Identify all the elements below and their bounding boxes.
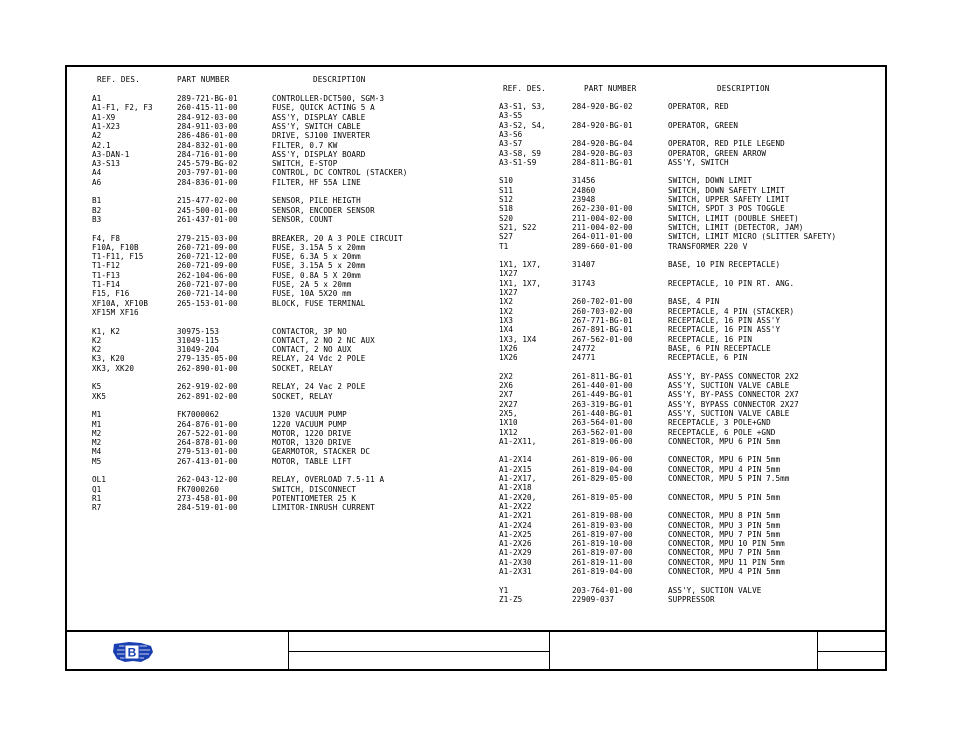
part-number: 263-319-BG-01 [572,399,633,409]
ref-des: K3, K20 [92,354,125,364]
ref-des: A1-F1, F2, F3 [92,103,153,113]
part-number: 261-819-05-00 [572,492,633,502]
ref-des: 1X10 [499,418,518,428]
description: CONNECTOR, MPU 6 PIN 5mm [668,436,781,446]
description: 1320 VACUUM PUMP [272,410,347,420]
description: CONNECTOR, MPU 7 PIN 5mm [668,548,781,558]
part-number: 260-702-01-00 [572,297,633,307]
ref-des: K2 [92,335,102,345]
ref-des: 2X5, [499,408,518,418]
part-number: 264-876-01-00 [177,419,238,429]
part-number: FK7000062 [177,410,220,420]
description: OPERATOR, GREEN [668,120,739,130]
description: RECEPTACLE, 4 PIN (STACKER) [668,306,795,316]
description: SUPPRESSOR [668,594,715,604]
left-header-ref: REF. DES. [97,75,140,84]
description: FUSE, 3.15A 5 x 20mm [272,242,366,252]
part-number: 24860 [572,185,596,195]
part-number: 261-811-BG-01 [572,371,633,381]
ref-des: A3-S1-S9 [499,157,537,167]
part-number: 215-477-02-00 [177,196,238,206]
ref-des: S10 [499,176,514,186]
ref-des: A3-S1, S3, [499,102,546,111]
part-number: 273-458-01-00 [177,493,238,503]
drawing-sheet [65,65,887,671]
ref-des: T1 [499,241,509,251]
part-number: 261-819-07-00 [572,548,633,558]
description: ASS'Y, SUCTION VALVE [668,585,762,595]
ref-des: S11 [499,185,514,195]
description: RELAY, OVERLOAD 7.5-11 A [272,475,385,485]
ref-des: F15, F16 [92,289,130,299]
part-number: 261-819-06-00 [572,455,633,465]
description: CONTACTOR, 3P NO [272,326,347,336]
ref-des: A3-S2, S4, [499,120,546,130]
part-number: 284-716-01-00 [177,149,238,159]
description: CONTROLLER-DCT500, SGM-3 [272,94,385,103]
ref-des: A1-2X14 [499,455,532,465]
ref-des: 2X2 [499,371,514,381]
left-header-desc: DESCRIPTION [313,75,366,84]
ref-des: A3-S6 [499,129,523,139]
ref-des: A6 [92,177,102,187]
part-number: 260-721-09-00 [177,242,238,252]
ref-des: A1-2X21 [499,511,532,521]
description: CONNECTOR, MPU 5 PIN 7.5mm [668,474,790,483]
part-number: 31049-204 [177,345,220,355]
part-number: 261-819-04-00 [572,567,633,576]
part-number: 267-522-01-00 [177,428,238,438]
ref-des: R1 [92,493,102,503]
description: CONNECTOR, MPU 6 PIN 5mm [668,455,781,465]
ref-des: A1-2X25 [499,529,532,539]
parts-list-area [67,67,885,630]
ref-des: Z1-Z5 [499,594,523,604]
description: RECEPTACLE, 16 PIN [668,334,753,344]
description: SWITCH, LIMIT (DOUBLE SHEET) [668,213,799,223]
part-number: 260-415-11-00 [177,103,238,113]
ref-des: T1-F13 [92,270,121,280]
ref-des: A1-2X15 [499,464,532,474]
description: DRIVE, SJ100 INVERTER [272,131,371,141]
ref-des: A3-S7 [499,139,523,149]
ref-des: A1-X23 [92,121,121,131]
part-number: 203-797-01-00 [177,168,238,178]
ref-des: A4 [92,168,102,178]
right-header-part: PART NUMBER [584,84,637,93]
part-number: 267-413-01-00 [177,456,238,466]
part-number: 284-911-03-00 [177,121,238,131]
description: TRANSFORMER 220 V [668,241,748,251]
description: LIMITOR-INRUSH CURRENT [272,503,375,513]
description: RECEPTACLE, 6 POLE +GND [668,427,776,437]
part-number: 260-703-02-00 [572,306,633,316]
part-number: 261-449-BG-01 [572,390,633,400]
description: RECEPTACLE, 16 PIN ASS'Y [668,325,781,335]
ref-des: 1X27 [499,288,518,297]
description: FUSE, 0.8A 5 X 20mm [272,270,361,280]
ref-des: 2X6 [499,381,514,390]
ref-des: 1X3, 1X4 [499,334,537,344]
part-number: 279-135-05-00 [177,354,238,364]
ref-des: T1-F12 [92,261,121,271]
part-number: 261-819-10-00 [572,539,633,549]
ref-des: A1-2X18 [499,483,532,493]
part-number: 30975-153 [177,326,220,336]
part-number: 262-104-06-00 [177,270,238,280]
ref-des: S21, S22 [499,222,537,232]
part-number: 289-721-BG-01 [177,94,238,103]
ref-des: 1X3 [499,315,514,325]
description: SENSOR, COUNT [272,214,333,224]
svg-text:B: B [127,645,137,660]
part-number: 284-920-BG-04 [572,139,633,149]
description: MOTOR, 1320 DRIVE [272,438,352,448]
ref-des: A3-DAN-1 [92,149,130,159]
description: FILTER, HF 55A LINE [272,177,361,187]
description: RECEPTACLE, 3 POLE+GND [668,418,771,428]
ref-des: B1 [92,196,102,206]
ref-des: M1 [92,419,102,429]
part-number: 261-819-03-00 [572,520,633,530]
ref-des: 1X27 [499,269,518,279]
description: SOCKET, RELAY [272,391,333,401]
ref-des: F10A, F10B [92,242,139,252]
description: SWITCH, LIMIT MICRO (SLITTER SAFETY) [668,232,837,242]
description: FUSE, 3.15A 5 x 20mm [272,261,366,271]
ref-des: XK3, XK20 [92,363,135,373]
ref-des: S12 [499,195,514,204]
part-number: 260-721-07-00 [177,280,238,289]
part-number: 263-564-01-00 [572,418,633,428]
part-number: 262-230-01-00 [572,204,633,214]
ref-des: 1X2 [499,306,514,316]
right-header-desc: DESCRIPTION [717,84,770,93]
ref-des: 2X7 [499,390,514,400]
description: FILTER, 0.7 KW [272,140,338,150]
part-number: 245-579-BG-02 [177,159,238,169]
part-number: 289-660-01-00 [572,241,633,251]
part-number: 24771 [572,353,596,363]
part-number: 264-878-01-00 [177,438,238,448]
description: ASS'Y, SUCTION VALVE CABLE [668,381,790,390]
part-number: 245-500-01-00 [177,205,238,215]
left-header-part: PART NUMBER [177,75,230,84]
ref-des: A1-X9 [92,112,116,122]
ref-des: A1-2X26 [499,539,532,549]
description: CONNECTOR, MPU 11 PIN 5mm [668,557,785,567]
part-number: 279-215-03-00 [177,233,238,243]
description: ASS'Y, BY-PASS CONNECTOR 2X7 [668,390,799,400]
part-number: 284-836-01-00 [177,177,238,187]
part-number: 260-721-09-00 [177,261,238,271]
part-number: 261-829-05-00 [572,474,633,483]
description: SENSOR, ENCODER SENSOR [272,205,375,215]
part-number: 262-043-12-00 [177,475,238,485]
ref-des: A3-S8, S9 [499,148,542,158]
description: CONTACT, 2 NO AUX [272,345,352,355]
description: MOTOR, 1220 DRIVE [272,428,352,438]
ref-des: 1X1, 1X7, [499,260,542,270]
part-number: 31743 [572,278,596,288]
description: SWITCH, DOWN LIMIT [668,176,753,186]
ref-des: A1-2X30 [499,557,532,567]
part-number: 31407 [572,260,596,270]
ref-des: A1-2X17, [499,474,537,483]
part-number: 260-721-14-00 [177,289,238,299]
description: SENSOR, PILE HEIGTH [272,196,361,206]
ref-des: 1X1, 1X7, [499,278,542,288]
description: FUSE, 10A 5X20 mm [272,289,352,299]
ref-des: M1 [92,410,102,420]
ref-des: OL1 [92,475,107,485]
part-number: 211-004-02-00 [572,222,633,232]
ref-des: 1X2 [499,297,514,307]
ref-des: B2 [92,205,102,215]
part-number: 261-440-01-00 [572,381,633,390]
description: BLOCK, FUSE TERMINAL [272,298,366,308]
description: OPERATOR, RED PILE LEGEND [668,139,785,149]
description: SWITCH, DOWN SAFETY LIMIT [668,185,785,195]
description: RECEPTACLE, 10 PIN RT. ANG. [668,278,795,288]
part-number: 284-920-BG-02 [572,102,633,111]
part-number: 261-437-01-00 [177,214,238,224]
description: FUSE, 2A 5 x 20mm [272,280,352,289]
ref-des: K5 [92,382,102,392]
ref-des: A1-2X31 [499,567,532,576]
ref-des: A2.1 [92,140,111,150]
ref-des: A1 [92,94,102,103]
title-block-cell-2 [549,632,550,671]
description: OPERATOR, GREEN ARROW [668,148,767,158]
description: FUSE, QUICK ACTING 5 A [272,103,375,113]
ref-des: 1X26 [499,353,518,363]
description: CONNECTOR, MPU 3 PIN 5mm [668,520,781,530]
part-number: 265-153-01-00 [177,298,238,308]
part-number: 260-721-12-00 [177,252,238,262]
description: SWITCH, E-STOP [272,159,338,169]
description: CONTACT, 2 NO 2 NC AUX [272,335,375,345]
ref-des: Y1 [499,585,509,595]
description: BASE, 4 PIN [668,297,720,307]
description: RELAY, 24 Vdc 2 POLE [272,354,366,364]
description: ASS'Y, DISPLAY BOARD [272,149,366,159]
part-number: 261-819-07-00 [572,529,633,539]
description: GEARMOTOR, STACKER DC [272,447,371,457]
ref-des: M5 [92,456,102,466]
part-number: 261-819-04-00 [572,464,633,474]
company-logo-icon [111,640,155,664]
part-number: FK7000260 [177,484,220,494]
description: SWITCH, UPPER SAFETY LIMIT [668,195,790,204]
ref-des: R7 [92,503,102,513]
description: SWITCH, LIMIT (DETECTOR, JAM) [668,222,804,232]
description: RECEPTACLE, 6 PIN [668,353,748,363]
part-number: 264-011-01-00 [572,232,633,242]
ref-des: B3 [92,214,102,224]
ref-des: 2X27 [499,399,518,409]
part-number: 261-819-11-00 [572,557,633,567]
ref-des: S27 [499,232,514,242]
ref-des: XF10A, XF10B [92,298,149,308]
ref-des: XK5 [92,391,107,401]
part-number: 261-819-06-00 [572,436,633,446]
description: ASS'Y, SWITCH CABLE [272,121,361,131]
description: OPERATOR, RED [668,102,729,111]
ref-des: XF15M XF16 [92,307,139,317]
part-number: 267-562-01-00 [572,334,633,344]
description: CONNECTOR, MPU 7 PIN 5mm [668,529,781,539]
part-number: 262-890-01-00 [177,363,238,373]
description: 1220 VACUUM PUMP [272,419,347,429]
description: SWITCH, SPDT 3 POS TOGGLE [668,204,785,214]
ref-des: T1-F11, F15 [92,252,144,262]
description: CONNECTOR, MPU 8 PIN 5mm [668,511,781,521]
ref-des: A3-S5 [499,111,523,121]
part-number: 263-562-01-00 [572,427,633,437]
ref-des: M2 [92,438,102,448]
description: BREAKER, 20 A 3 POLE CIRCUIT [272,233,403,243]
part-number: 284-832-01-00 [177,140,238,150]
ref-des: K2 [92,345,102,355]
ref-des: S18 [499,204,514,214]
ref-des: A1-2X22 [499,501,532,511]
ref-des: Q1 [92,484,102,494]
description: ASS'Y, DISPLAY CABLE [272,112,366,122]
ref-des: A1-2X11, [499,436,537,446]
ref-des: A1-2X24 [499,520,532,530]
ref-des: 1X12 [499,427,518,437]
title-block [67,630,885,671]
description: ASS'Y, BYPASS CONNECTOR 2X27 [668,399,799,409]
part-number: 262-891-02-00 [177,391,238,401]
description: SOCKET, RELAY [272,363,333,373]
part-number: 211-004-02-00 [572,213,633,223]
description: MOTOR, TABLE LIFT [272,456,352,466]
description: RECEPTACLE, 16 PIN ASS'Y [668,315,781,325]
right-header-ref: REF. DES. [503,84,546,93]
ref-des: A3-S13 [92,159,121,169]
part-number: 267-771-BG-01 [572,315,633,325]
part-number: 284-519-01-00 [177,503,238,513]
part-number: 279-513-01-00 [177,447,238,457]
part-number: 262-919-02-00 [177,382,238,392]
part-number: 261-440-BG-01 [572,408,633,418]
description: ASS'Y, SWITCH [668,157,729,167]
ref-des: M2 [92,428,102,438]
ref-des: 1X4 [499,325,514,335]
ref-des: K1, K2 [92,326,121,336]
description: RELAY, 24 Vac 2 POLE [272,382,366,392]
description: POTENTIOMETER 25 K [272,493,357,503]
part-number: 286-486-01-00 [177,131,238,141]
description: ASS'Y, SUCTION VALVE CABLE [668,408,790,418]
ref-des: A1-2X20, [499,492,537,502]
ref-des: A1-2X29 [499,548,532,558]
description: ASS'Y, BY-PASS CONNECTOR 2X2 [668,371,799,381]
description: CONNECTOR, MPU 4 PIN 5mm [668,567,781,576]
part-number: 284-811-BG-01 [572,157,633,167]
part-number: 31456 [572,176,596,186]
description: BASE, 6 PIN RECEPTACLE [668,343,771,353]
ref-des: 1X26 [499,343,518,353]
part-number: 284-920-BG-03 [572,148,633,158]
description: CONNECTOR, MPU 4 PIN 5mm [668,464,781,474]
part-number: 24772 [572,343,596,353]
ref-des: F4, F8 [92,233,121,243]
part-number: 23948 [572,195,596,204]
part-number: 284-912-03-00 [177,112,238,122]
part-number: 261-819-08-00 [572,511,633,521]
ref-des: T1-F14 [92,280,121,289]
ref-des: A2 [92,131,102,141]
ref-des: M4 [92,447,102,457]
description: CONNECTOR, MPU 5 PIN 5mm [668,492,781,502]
description: CONTROL, DC CONTROL (STACKER) [272,168,408,178]
description: FUSE, 6.3A 5 x 20mm [272,252,361,262]
part-number: 267-891-BG-01 [572,325,633,335]
description: CONNECTOR, MPU 10 PIN 5mm [668,539,785,549]
ref-des: S20 [499,213,514,223]
title-block-divider [288,651,549,652]
part-number: 203-764-01-00 [572,585,633,595]
part-number: 22909-037 [572,594,615,604]
title-block-divider-right [817,651,885,652]
part-number: 31049-115 [177,335,220,345]
description: BASE, 10 PIN RECEPTACLE) [668,260,781,270]
part-number: 284-920-BG-01 [572,120,633,130]
description: SWITCH, DISCONNECT [272,484,357,494]
